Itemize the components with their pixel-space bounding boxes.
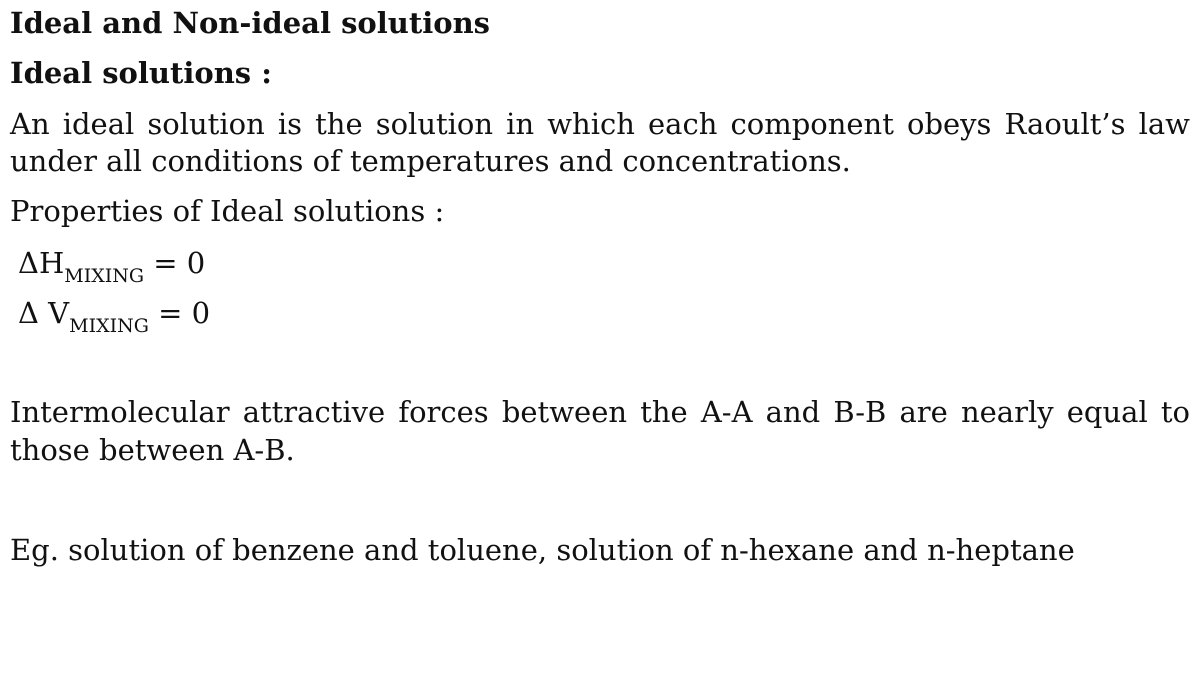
properties-heading: Properties of Ideal solutions :: [10, 194, 445, 228]
volume-formula: [18, 296, 211, 337]
intermolecular-line-1: Intermolecular attractive forces between the A-A and B-B are nearly equal to: [10, 395, 1190, 429]
formula-value: = 0: [148, 296, 211, 330]
enthalpy-formula: [18, 246, 206, 287]
formula-subscript: MIXING: [69, 315, 149, 337]
intermolecular-line-2: those between A-B.: [10, 433, 295, 467]
page-title: Ideal and Non-ideal solutions: [10, 6, 491, 40]
definition-line-1: An ideal solution is the solution in which each component obeys Raoult’s law: [10, 107, 1190, 141]
slide-content: [10, 0, 1190, 675]
definition-line-2: under all conditions of temperatures and concentrations.: [10, 144, 851, 178]
example-text: Eg. solution of benzene and toluene, solution of n-hexane and n-heptane: [10, 533, 1075, 567]
formula-symbol: ΔH: [18, 246, 65, 280]
formula-symbol: Δ V: [18, 296, 70, 330]
formula-subscript: MIXING: [64, 265, 145, 287]
section-heading: Ideal solutions :: [10, 56, 272, 90]
formula-value: = 0: [144, 246, 206, 280]
